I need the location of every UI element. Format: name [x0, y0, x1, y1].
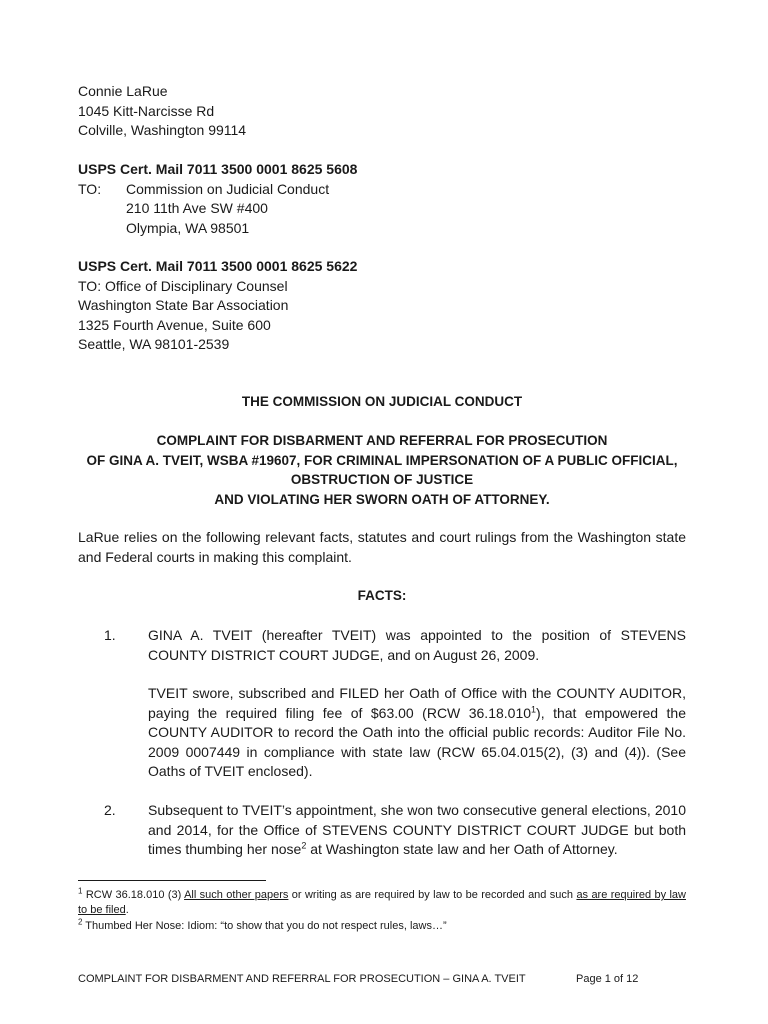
mail-block-2 [78, 257, 357, 355]
footnote-ref: 2 [301, 840, 307, 851]
sender-city: Colville, Washington 99114 [78, 122, 247, 139]
footnote: $^1$ RCW 36.18.010 (3) All such other papers or writing as are required by law to be recorded and such as are required by law to be filed. [78, 886, 686, 916]
recipient-line: 210 11th Ave SW #400 [126, 200, 268, 217]
footnote-marker: 1 [78, 886, 83, 896]
cert-mail-number: USPS Cert. Mail 7011 3500 0001 8625 5608 [78, 161, 358, 177]
recipient-line: Washington State Bar Association [78, 297, 289, 314]
footnote-divider [78, 880, 266, 881]
recipient-line: Olympia, WA 98501 [126, 219, 250, 236]
fact-paragraph: TVEIT swore, subscribed and FILED her Oath of Office with the COUNTY AUDITOR, paying the required filing fee of $63.00 (RCW 36.18.010$^1$), that empowered the COUNTY AUDITOR to record the Oath into the official public records: Auditor File No. 2009 0007449 in compliance with state law (RCW 65.04.015(2), (3) and (4)). (See Oaths of TVEIT enclosed). [148, 685, 686, 780]
mail-block-1 [78, 160, 357, 238]
recipient-line: Commission on Judicial Conduct [126, 180, 330, 197]
footnote-marker: 2 [78, 917, 83, 927]
recipient-line: TO: Office of Disciplinary Counsel [78, 277, 288, 294]
footer-title: COMPLAINT FOR DISBARMENT AND REFERRAL FOR PROSECUTION – GINA A. TVEIT [78, 973, 526, 985]
cert-mail-number: USPS Cert. Mail 7011 3500 0001 8625 5622 [78, 258, 358, 274]
title-line: OBSTRUCTION OF JUSTICE [290, 472, 474, 488]
recipient-line: Seattle, WA 98101-2539 [78, 336, 230, 353]
title-line: COMPLAINT FOR DISBARMENT AND REFERRAL FOR PROSECUTION [156, 433, 608, 448]
recipient-line: 1325 Fourth Avenue, Suite 600 [78, 316, 271, 333]
title-line: OF GINA A. TVEIT, WSBA #19607, FOR CRIMINAL IMPERSONATION OF A PUBLIC OFFICIAL, [86, 452, 678, 468]
fact-paragraph: Subsequent to TVEIT’s appointment, she won two consecutive general elections, 2010 and 2014, for the Office of STEVENS COUNTY DISTRICT COURT JUDGE but both times thumbing her nose$^2$ at Washington state law and her Oath of Attorney. [148, 802, 686, 858]
footnote-ref: 1 [531, 703, 537, 714]
sender-address [78, 82, 246, 141]
title-line: AND VIOLATING HER SWORN OATH OF ATTORNEY. [214, 491, 550, 507]
item-number: 1. [104, 627, 116, 643]
fact-paragraph: GINA A. TVEIT (hereafter TVEIT) was appointed to the position of STEVENS COUNTY DISTRICT COURT JUDGE, and on August 26, 2009. [148, 627, 686, 663]
footnote: $^2$ Thumbed Her Nose: Idiom: “to show that you do not respect rules, laws…” [78, 917, 447, 932]
item-number: 2. [104, 802, 116, 818]
sender-name: Connie LaRue [78, 83, 168, 99]
to-label: TO: [78, 180, 102, 197]
complaint-title [78, 431, 686, 509]
page-number: Page 1 of 12 [576, 973, 639, 985]
sender-street: 1045 Kitt-Narcisse Rd [78, 102, 215, 119]
intro-paragraph: LaRue relies on the following relevant facts, statutes and court rulings from the Washington state and Federal courts in making this complaint. [78, 529, 686, 565]
facts-heading: FACTS: [357, 588, 407, 603]
document-heading: THE COMMISSION ON JUDICIAL CONDUCT [241, 394, 523, 409]
